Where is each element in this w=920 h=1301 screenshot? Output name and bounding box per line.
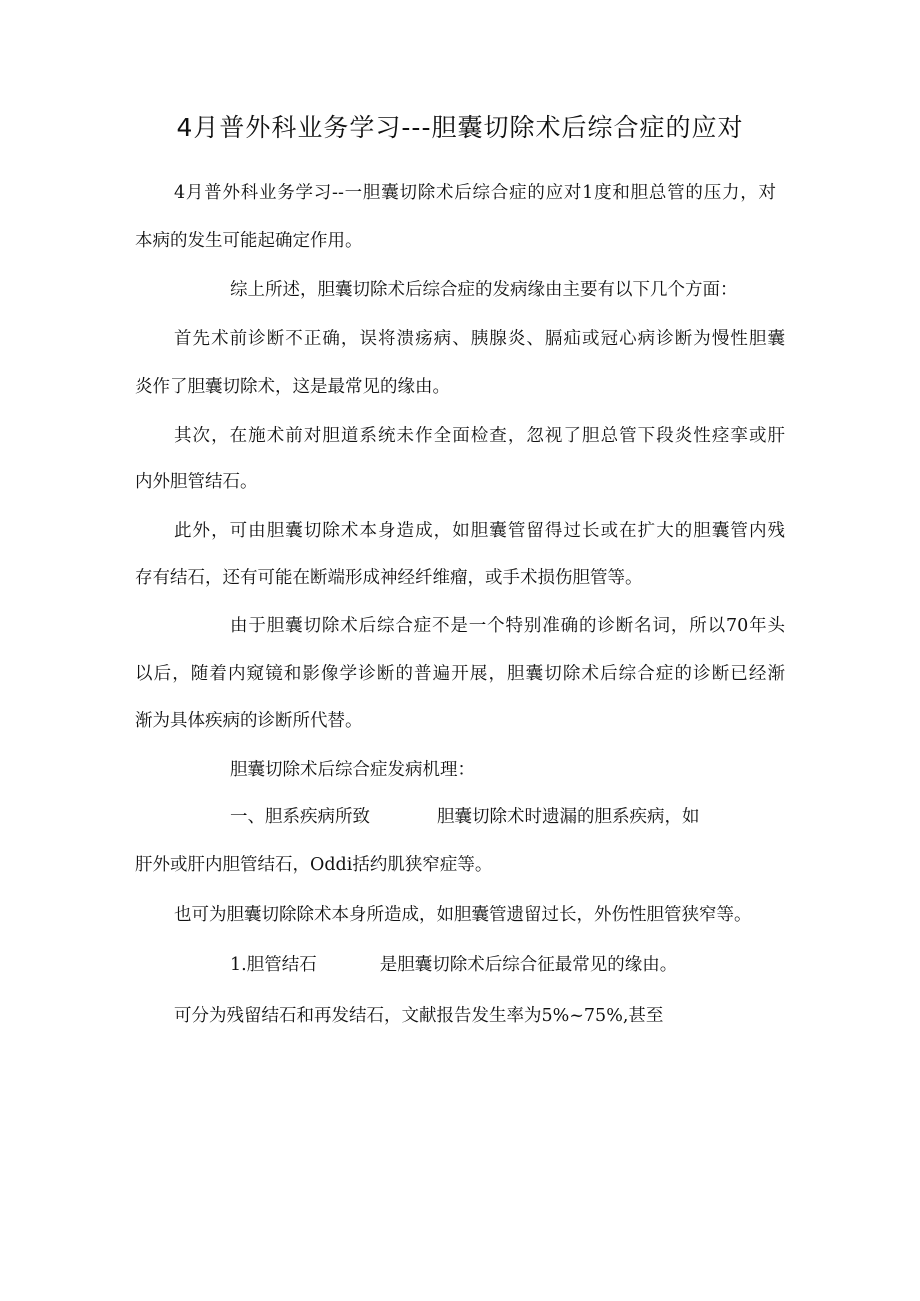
text-segment: 是胆囊切除术后综合征最常见的缘由。 bbox=[379, 955, 678, 975]
text-line: 渐为具体疾病的诊断所代替。 bbox=[135, 711, 363, 731]
paragraph-9: 也可为胆囊切除除术本身所造成，如胆囊管遗留过长，外伤性胆管狭窄等。 bbox=[174, 905, 752, 925]
text-line: 由于胆囊切除术后综合症不是一个特别准确的诊断名词，所以70年头 bbox=[230, 616, 785, 636]
text-line: 以后，随着内窥镜和影像学诊断的普遍开展，胆囊切除术后综合症的诊断已经渐 bbox=[135, 664, 785, 684]
paragraph-6-line-2 bbox=[135, 662, 785, 686]
paragraph-8 bbox=[230, 805, 700, 829]
text-line: 其次，在施术前对胆道系统未作全面检查，忽视了胆总管下段炎性痉挛或肝 bbox=[174, 426, 785, 446]
paragraph-10 bbox=[230, 953, 677, 977]
text-line: 存有结石，还有可能在断端形成神经纤维瘤，或手术损伤胆管等。 bbox=[135, 568, 643, 588]
paragraph-2: 综上所述，胆囊切除术后综合症的发病缘由主要有以下几个方面： bbox=[230, 280, 738, 300]
text-line: 炎作了胆囊切除术，这是最常见的缘由。 bbox=[135, 377, 450, 397]
paragraph-6 bbox=[230, 614, 785, 638]
section-heading: 1.胆管结石 bbox=[230, 955, 317, 975]
text-line: 首先术前诊断不正确，误将溃疡病、胰腺炎、膈疝或冠心病诊断为慢性胆囊 bbox=[174, 329, 785, 349]
paragraph-5 bbox=[174, 519, 785, 543]
document-title: 4月普外科业务学习---胆囊切除术后综合症的应对 bbox=[176, 113, 744, 142]
text-line: 4月普外科业务学习--一胆囊切除术后综合症的应对1度和胆总管的压力，对 bbox=[174, 183, 776, 203]
text-line: 此外，可由胆囊切除术本身造成，如胆囊管留得过长或在扩大的胆囊管内残 bbox=[174, 521, 785, 541]
paragraph-11: 可分为残留结石和再发结石，文献报告发生率为5%~75%,甚至 bbox=[174, 1006, 664, 1026]
paragraph-3 bbox=[174, 327, 785, 351]
paragraph-4 bbox=[174, 424, 785, 448]
paragraph-1 bbox=[174, 181, 776, 205]
section-heading: 一、胆系疾病所致 bbox=[230, 807, 370, 827]
text-line: 内外胆管结石。 bbox=[135, 472, 258, 492]
text-line: 本病的发生可能起确定作用。 bbox=[135, 231, 363, 251]
paragraph-7: 胆囊切除术后综合症发病机理： bbox=[230, 760, 475, 780]
text-line: 肝外或肝内胆管结石，Oddi括约肌狭窄症等。 bbox=[135, 855, 493, 875]
text-segment: 胆囊切除术时遗漏的胆系疾病，如 bbox=[437, 807, 700, 827]
